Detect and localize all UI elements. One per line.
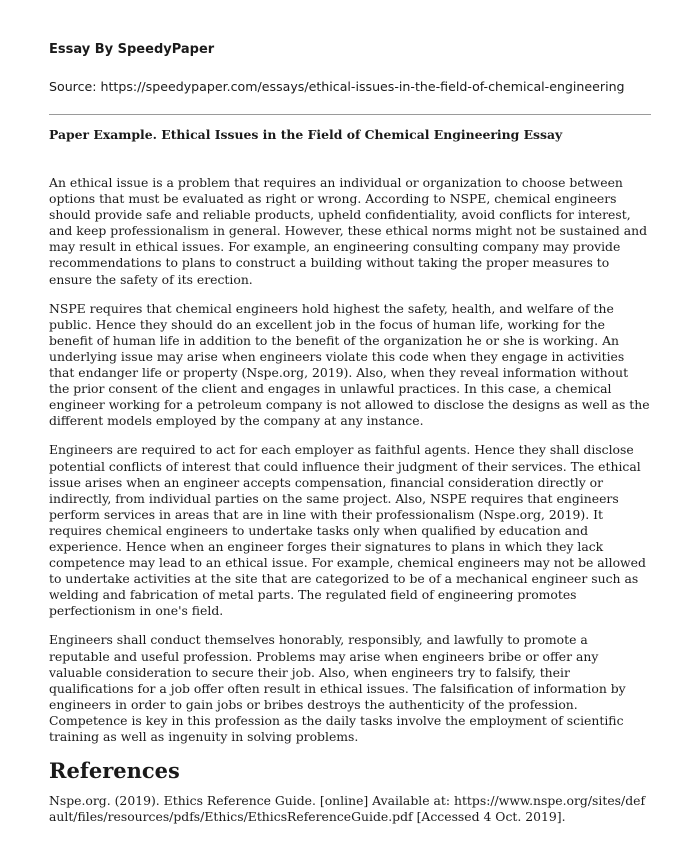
paragraph: An ethical issue is a problem that requires an individual or organization to choose between options that must be evaluated as right or wrong. According to NSPE, chemical engineers should provide safe and reliable products, upheld confidentiality, avoid conflicts for interest, and keep professionalism in general. However, these ethical norms might not be sustained and may result in ethical issues. For example, an engineering consulting company may provide recommendations to plans to construct a building without taking the proper measures to ensure the safety of its erection. bbox=[49, 175, 648, 287]
header-divider bbox=[49, 114, 651, 115]
essay-body bbox=[49, 175, 651, 745]
document-title: Paper Example. Ethical Issues in the Field of Chemical Engineering Essay bbox=[49, 127, 563, 142]
essay-brand: Essay By SpeedyPaper bbox=[49, 42, 215, 57]
paragraph: NSPE requires that chemical engineers hold highest the safety, health, and welfare of the public. Hence they should do an excellent job in the focus of human life, working for the benefit of human life in addition to the benefit of the organization he or she is working. An underlying issue may arise when engineers violate this code when they engage in activities that endanger life or property (Nspe.org, 2019). Also, when they reveal information without the prior consent of the client and engages in unlawful practices. In this case, a chemical engineer working for a petroleum company is not allowed to disclose the designs as well as the different models employed by the company at any instance. bbox=[49, 300, 650, 429]
paragraph: Engineers shall conduct themselves honorably, responsibly, and lawfully to promote a reputable and useful profession. Problems may arise when engineers bribe or offer any valuable consideration to secure their job. Also, when engineers try to falsify, their qualifications for a job offer often result in ethical issues. The falsification of information by engineers in order to gain jobs or bribes destroys the authenticity of the profession. Competence is key in this profession as the daily tasks involve the employment of scientific training as well as ingenuity in solving problems. bbox=[49, 632, 626, 744]
paragraph: Engineers are required to act for each employer as faithful agents. Hence they shall disclose potential conflicts of interest that could influence their judgment of their services. The ethical issue arises when an engineer accepts compensation, financial consideration directly or indirectly, from individual parties on the same project. Also, NSPE requires that engineers perform services in areas that are in line with their professionalism (Nspe.org, 2019). It requires chemical engineers to undertake tasks only when qualified by education and experience. Hence when an engineer forges their signatures to plans in which they lack competence may lead to an ethical issue. For example, chemical engineers may not be allowed to undertake activities at the site that are categorized to be of a mechanical engineer such as welding and fabrication of metal parts. The regulated field of engineering promotes perfectionism in one's field. bbox=[49, 442, 646, 619]
references-heading: References bbox=[49, 758, 180, 784]
source-line: Source: https://speedypaper.com/essays/ethical-issues-in-the-field-of-chemical-engineering bbox=[49, 79, 625, 94]
reference-item: Nspe.org. (2019). Ethics Reference Guide. [online] Available at: https://www.nspe.org/sites/default/files/resources/pdfs/Ethics/EthicsReferenceGuide.pdf [Accessed 4 Oct. 2019]. bbox=[49, 793, 646, 825]
